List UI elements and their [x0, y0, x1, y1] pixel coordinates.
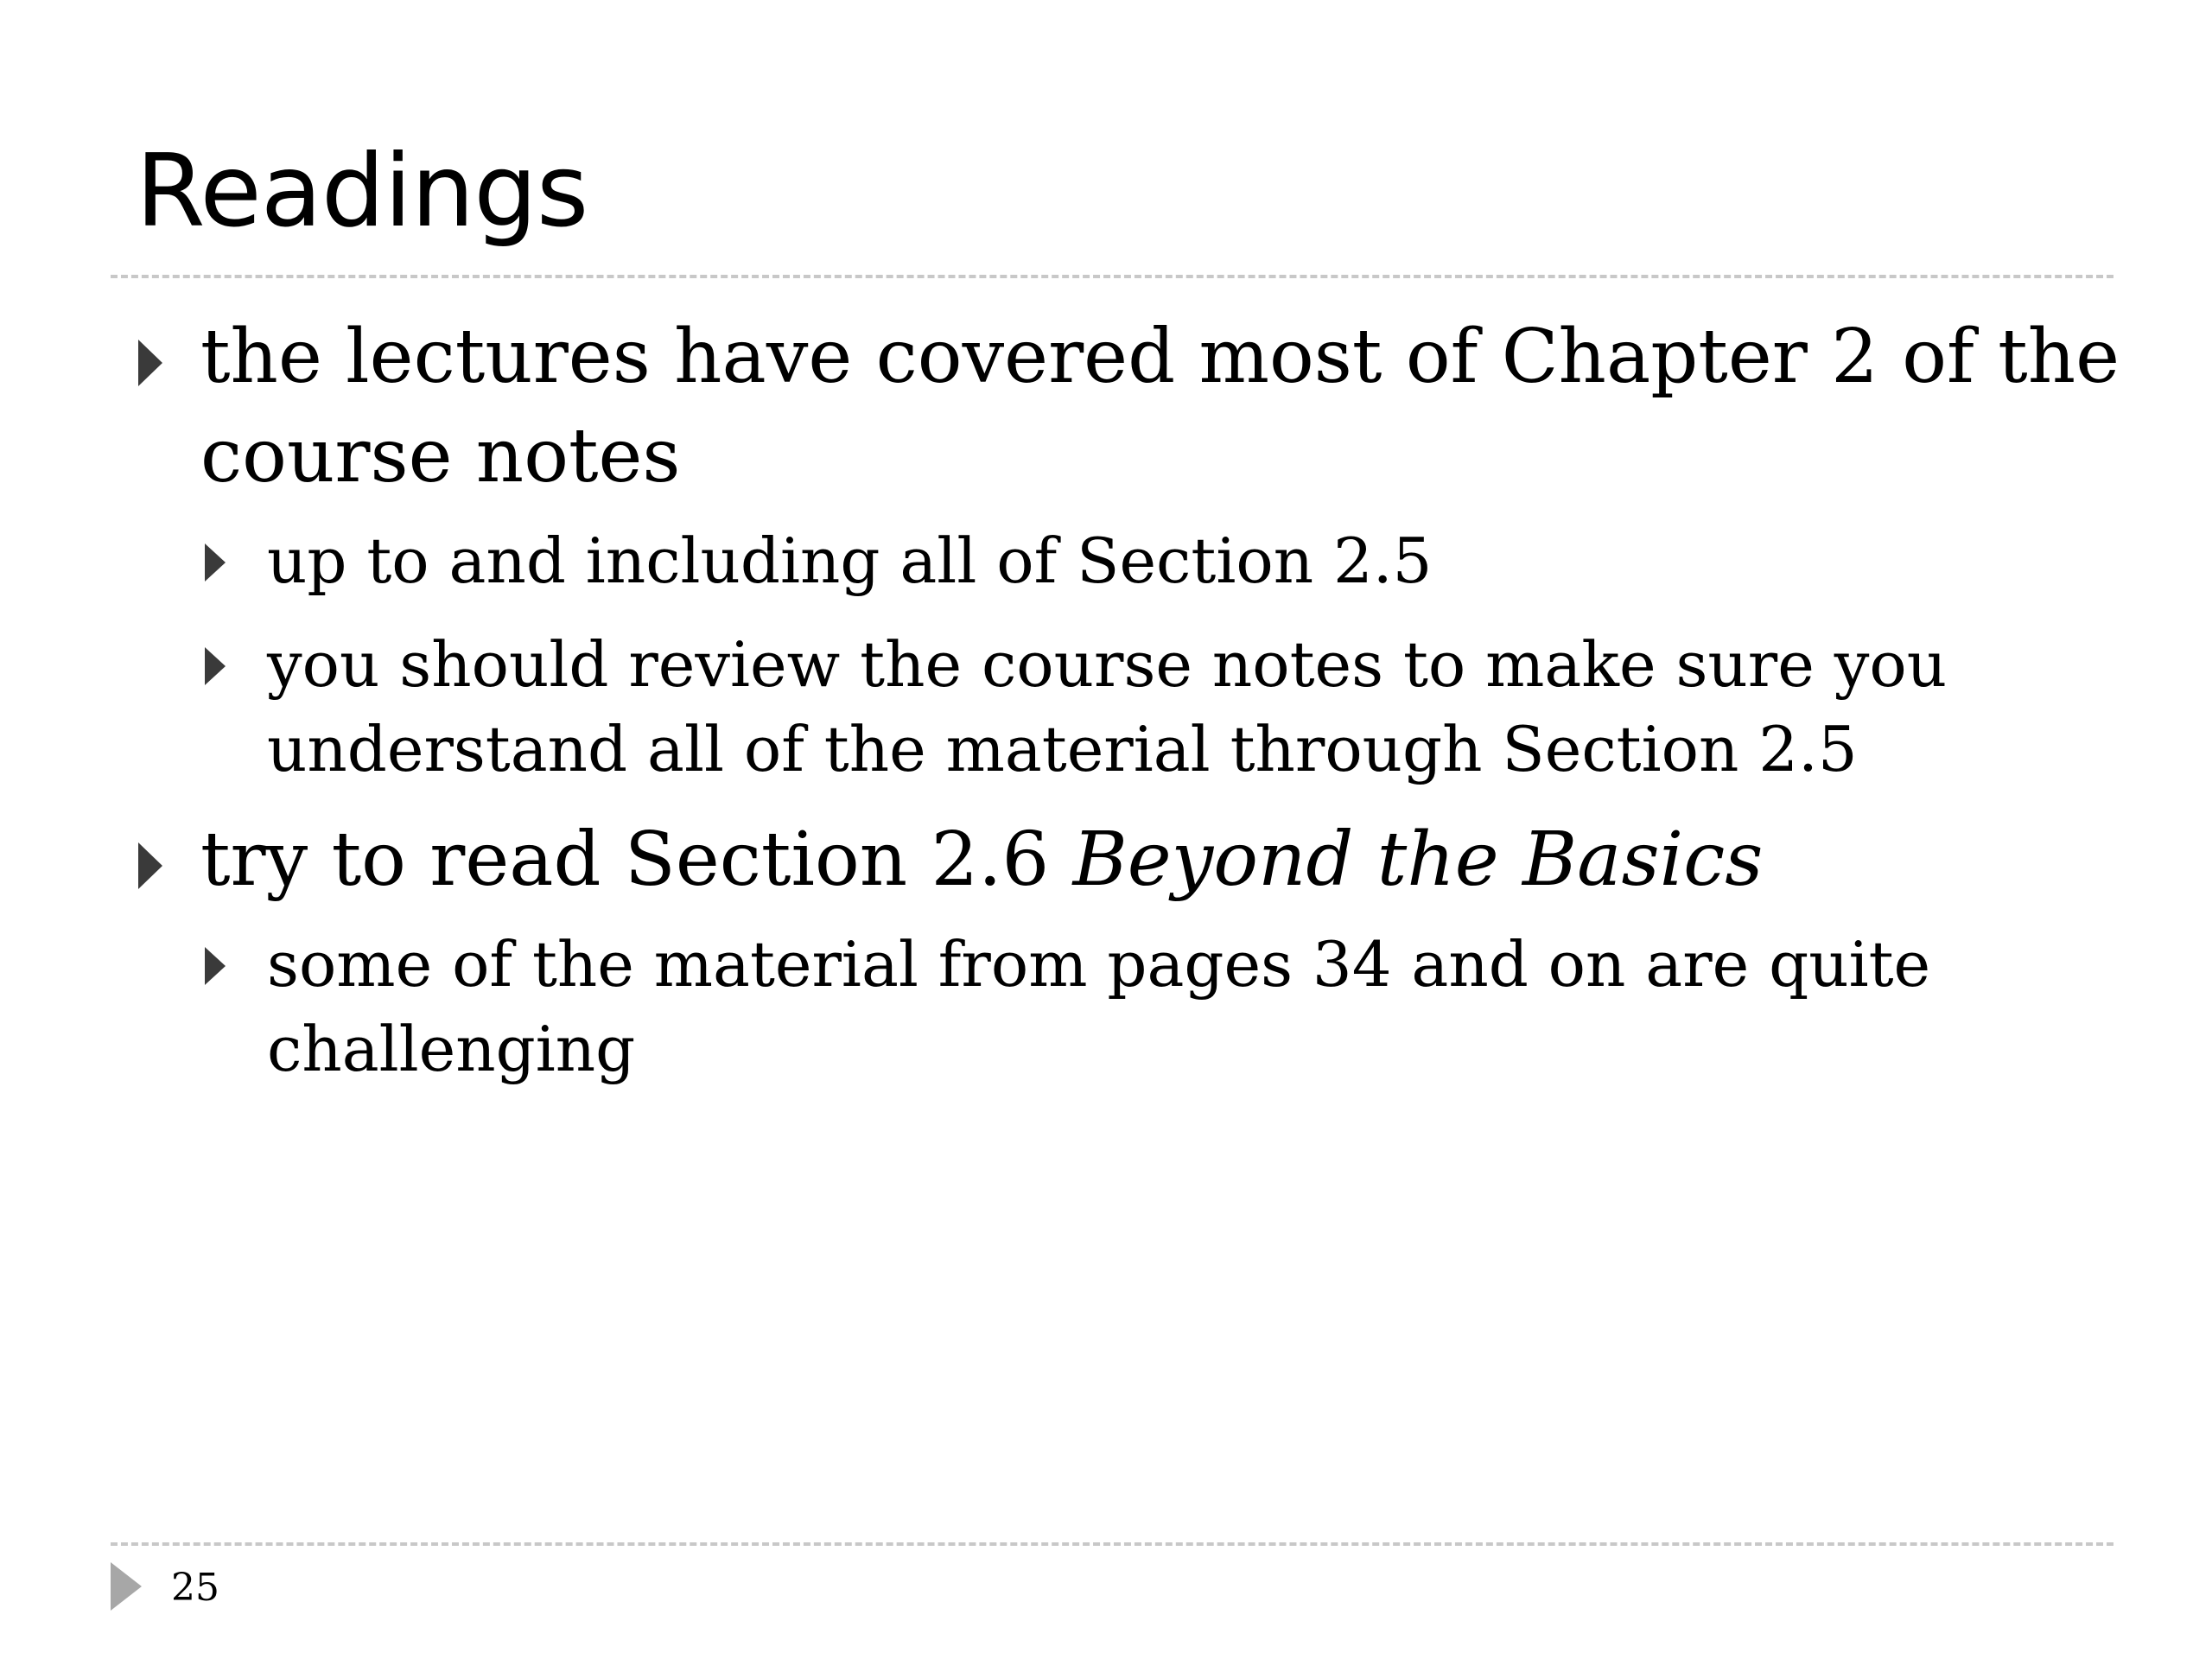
page-number: 25	[171, 1566, 219, 1610]
sub-bullet-item	[267, 622, 1947, 791]
bullet-arrow-icon	[205, 947, 226, 985]
bullet-item	[200, 308, 2120, 506]
bullet-text-line: some of the material from pages 34 and on are quite	[267, 928, 1931, 1001]
bullet-text-line	[200, 810, 1763, 910]
bullet-text-line: challenging	[267, 1013, 636, 1085]
slide-title: Readings	[136, 133, 588, 250]
sub-bullet-item	[267, 518, 1432, 603]
bullet-text-line: course notes	[200, 413, 681, 499]
bullet-arrow-icon	[138, 340, 162, 386]
bullet-arrow-icon	[138, 842, 162, 889]
footer-triangle-icon	[111, 1562, 142, 1611]
bullet-text-plain: try to read Section 2.6	[200, 817, 1073, 903]
title-divider	[111, 275, 2113, 278]
bullet-text-line: you should review the course notes to make sure you	[267, 628, 1948, 701]
bullet-item	[200, 810, 1763, 910]
bullet-arrow-icon	[205, 647, 226, 685]
bullet-text-line: understand all of the material through Section 2.5	[267, 713, 1858, 785]
sub-bullet-item	[267, 922, 1930, 1091]
bullet-text-line: up to and including all of Section 2.5	[267, 524, 1433, 597]
bullet-text-line: the lectures have covered most of Chapter 2 of the	[200, 314, 2120, 400]
bullet-text-italic: Beyond the Basics	[1072, 817, 1764, 903]
bullet-arrow-icon	[205, 543, 226, 582]
footer-divider	[111, 1542, 2113, 1546]
